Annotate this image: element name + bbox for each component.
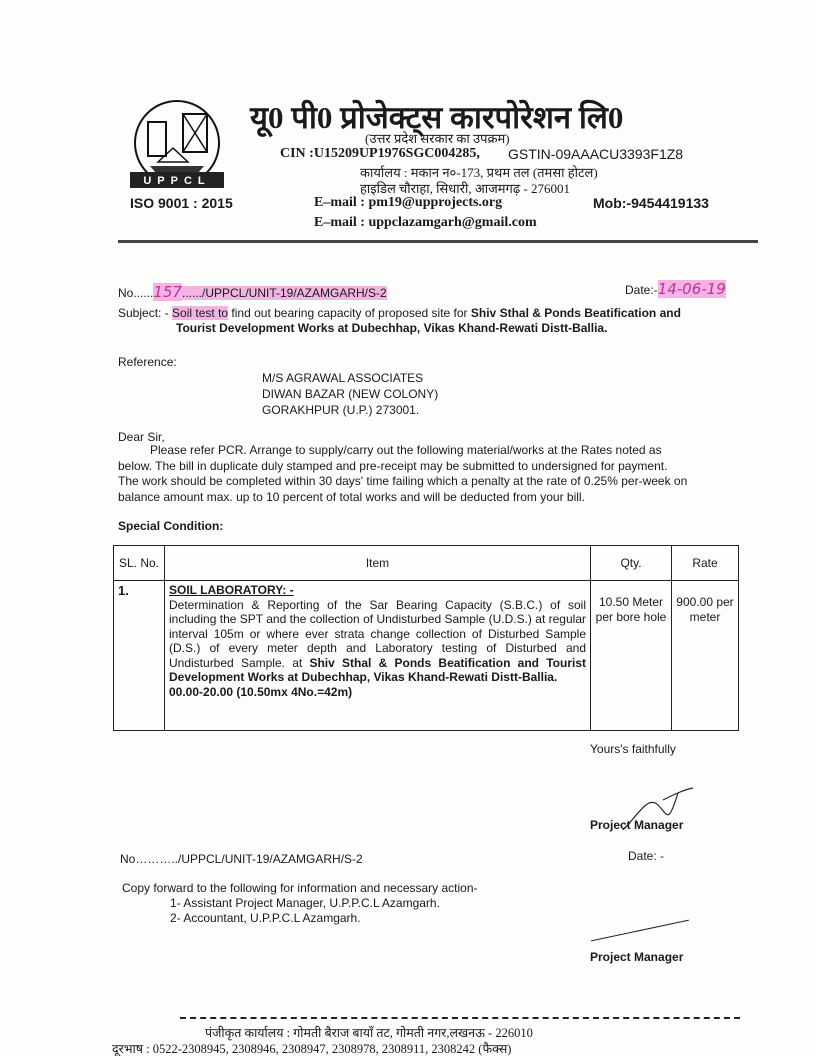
copy-recipient: 1- Assistant Project Manager, U.P.P.C.L Azamgarh. bbox=[170, 896, 440, 910]
body-line: balance amount max. up to 10 percent of total works and will be deducted from your bill. bbox=[118, 489, 585, 504]
uppcl-logo bbox=[128, 100, 226, 192]
email-secondary: E–mail : uppclazamgarh@gmail.com bbox=[314, 215, 537, 230]
cell-qty: 10.50 Meter per bore hole bbox=[591, 581, 672, 731]
signatory-title: Project Manager bbox=[590, 818, 684, 832]
addressee-line: DIWAN BAZAR (NEW COLONY) bbox=[262, 387, 439, 401]
work-items-table bbox=[113, 545, 739, 731]
copy-recipient: 2- Accountant, U.P.P.C.L Azamgarh. bbox=[170, 911, 361, 925]
addressee-line: GORAKHPUR (U.P.) 273001. bbox=[262, 403, 420, 417]
cell-item bbox=[165, 581, 591, 731]
registered-office-hindi: पंजीकृत कार्यालय : गोमती बैराज बायॉं तट, गोमती नगर,लखनऊ - 226010 bbox=[205, 1026, 533, 1040]
subject-project: Shiv Sthal & Ponds Beatification and bbox=[470, 306, 681, 320]
copy-forward-text: Copy forward to the following for information and necessary action- bbox=[122, 881, 478, 895]
special-condition-heading: Special Condition: bbox=[118, 519, 224, 533]
letter-number-suffix: ....../UPPCL/UNIT-19/AZAMGARH/S-2 bbox=[181, 286, 387, 300]
item-title: SOIL LABORATORY: - bbox=[169, 583, 294, 597]
header-item: Item bbox=[165, 546, 591, 581]
org-name-hindi: यू0 पी0 प्रोजेक्ट्स कारपोरेशन लि0 bbox=[250, 100, 624, 135]
signature-line bbox=[591, 920, 689, 942]
item-description: Determination & Reporting of the Sar Bearing Capacity (S.B.C.) of soil including the SPT and the collection of Undisturbed Sample (U.D.S.) at regular interval 105m or where ever strata change collection of Disturbed Sample (D.S.) of every meter depth and Laboratory testing of Disturbed and Undisturbed Sample. at bbox=[169, 597, 586, 670]
header-divider bbox=[118, 240, 758, 243]
email-primary: E–mail : pm19@upprojects.org bbox=[314, 195, 503, 210]
subject-label: Subject: - bbox=[118, 306, 169, 320]
salutation: Dear Sir, bbox=[118, 430, 165, 444]
subject-text: find out bearing capacity of proposed site for bbox=[228, 306, 471, 320]
date-handwritten: 14-06-19 bbox=[657, 280, 726, 298]
table-row bbox=[114, 581, 739, 731]
body-line: below. The bill in duplicate duly stamped and pre-receipt may be submitted to undersigned for payment. bbox=[118, 458, 668, 473]
cell-rate: 900.00 per meter bbox=[672, 581, 739, 731]
mobile-number: Mob:-9454419133 bbox=[593, 195, 709, 211]
item-range: 00.00-20.00 (10.50mx 4No.=42m) bbox=[169, 684, 353, 699]
body-line: The work should be completed within 30 days' time failing which a penalty at the rate of 0.25% per-week on bbox=[118, 474, 688, 488]
phone-numbers-hindi: दूरभाष : 0522-2308945, 2308946, 2308947, 2308978, 2308911, 2308242 (फैक्स) bbox=[112, 1042, 512, 1056]
signatory-title-2: Project Manager bbox=[590, 950, 684, 964]
logo-text: UPPCL bbox=[143, 175, 211, 187]
item-project: Shiv Sthal & Ponds Beatification and Tourist Development Works at Dubechhap, Vikas Khand-Rewati Distt-Ballia. bbox=[169, 655, 586, 684]
addressee-line: M/S AGRAWAL ASSOCIATES bbox=[262, 371, 424, 385]
copy-recipients bbox=[170, 896, 440, 926]
header-qty: Qty. bbox=[591, 546, 672, 581]
letter-date bbox=[625, 280, 726, 298]
letter-number-handwritten: 157 bbox=[153, 283, 182, 301]
cin-number: CIN :U15209UP1976SGC004285, bbox=[280, 146, 480, 161]
subject-project-location: Tourist Development Works at Dubechhap, Vikas Khand-Rewati Distt-Ballia. bbox=[176, 321, 608, 335]
gstin-number: GSTIN-09AAACU3393F1Z8 bbox=[508, 146, 684, 162]
letter-number-prefix: No...... bbox=[118, 286, 154, 300]
office-address-hindi: कार्यालय : मकान न०-173, प्रथम तल (तमसा होटल) bbox=[360, 165, 598, 180]
signature-date-label: Date: - bbox=[628, 849, 665, 863]
footer-divider bbox=[180, 1017, 740, 1019]
table-header-row bbox=[114, 546, 739, 581]
header-rate: Rate bbox=[672, 546, 739, 581]
date-label: Date:- bbox=[625, 283, 658, 297]
body-line: Please refer PCR. Arrange to supply/carry out the following material/works at the Rates noted as bbox=[150, 443, 662, 457]
iso-certification: ISO 9001 : 2015 bbox=[130, 195, 233, 211]
office-city-hindi: हाइडिल चौराहा, सिधारी, आजमगढ़ - 276001 bbox=[360, 181, 570, 196]
cell-sl-no: 1. bbox=[114, 581, 165, 731]
reference-label: Reference: bbox=[118, 355, 177, 369]
yours-faithfully: Yours's faithfully bbox=[590, 742, 676, 756]
header-sl-no: SL. No. bbox=[114, 546, 165, 581]
letter-body bbox=[118, 443, 687, 505]
letter-number bbox=[118, 283, 387, 301]
copy-letter-number: No………../UPPCL/UNIT-19/AZAMGARH/S-2 bbox=[120, 852, 363, 866]
org-subtitle-hindi: (उत्तर प्रदेश सरकार का उपक्रम) bbox=[365, 131, 510, 146]
subject-highlight: Soil test to bbox=[172, 306, 229, 320]
addressee-block bbox=[262, 370, 438, 418]
subject-line bbox=[118, 306, 681, 320]
